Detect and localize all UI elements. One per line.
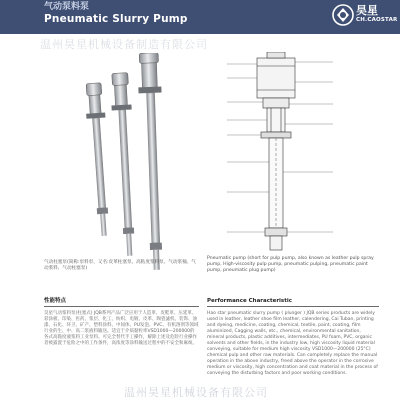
figure-caption-en: Pneumatic pump (short for pulp pump, also known as leather pulp spray pump, High-viscosity pulp pump, pneumatic pulping, pneumatic paint pump, pneumatic plug pump) <box>207 256 374 274</box>
watermark-top: 温州昊星机械设备制造有限公司 <box>40 38 208 51</box>
figure-caption-cn: 气动柱塞泵(简称:泵料泵、又名:皮革柱塞泵、高粘度浆料泵、气动浆桶、气动浆料、气动柱塞泵) <box>44 260 196 272</box>
brand-name-en: CH.CAOSTAR <box>356 17 398 23</box>
watermark-bottom: 温州昊星机械设备有限公司 <box>124 386 268 399</box>
performance-text-en: Hao star pneumatic slurry pump ( plunger ) JQB series products are widely used in leather, leather shoe film leather, calendering, Cai Tuban, printing and dyeing, medicine, coating, chemical, textile, paint, coating, film aluminized, Cagging walls, etc., chemical, environmental sanitation, mineral products, plastic additives, intermediates, PU foam, PVC, organic solvents and other fields, in the industry low, high viscosity liquid material conveying, suitable for medium high viscosity VSD1000—200000 (25°C) chemical pulp and other raw materials. Can completely replace the manual operation in the above industry, freed above the operator in the corrosive medium or viscosity, high concentration and coat material in the process of conveying the disturbing factors and poor working conditions. <box>207 311 378 376</box>
section-title-cn: 性能特点 <box>44 298 67 304</box>
page-header <box>0 0 400 34</box>
section-divider-left <box>44 306 199 307</box>
brand-name-cn: 昊星 <box>356 4 378 17</box>
pump-large <box>137 53 168 270</box>
header-title-en: Pneumatic Slurry Pump <box>44 13 188 25</box>
section-title-en: Performance Characteristic <box>207 298 292 304</box>
pump-small <box>84 83 114 237</box>
pump-photo-figure <box>22 53 197 271</box>
header-title-cn: 气动泵料泵 <box>44 2 90 12</box>
pump-medium <box>110 73 140 257</box>
performance-text-cn: 昊星气动浆料泵(柱塞式) JQB系列产品广泛应用于人造革、皮鞋革、压延革、彩涂板、印染、医药、浆层、化工、纺织、电镀、皮革、陶瓷滤机、装饰、油漆、石化、环卫、矿产、塑料涂料、中间体、PU发泡、PVC、有机溶剂等领域行业的生、中、高二浆液料输送。适宜于介质黏粒率VSD1000—200000的各式高黏度液浆料工业泵料。可完全替代手工操作，解除上述及危险行业操作者被露置于危险之中的工作条件，高浓度等涂料输送过程中的不安全和麻烦。 <box>44 311 199 346</box>
brand-emblem-icon <box>332 4 354 26</box>
brand-logo <box>332 2 398 32</box>
pump-section-drawing <box>205 52 379 252</box>
section-divider-right <box>207 306 379 307</box>
